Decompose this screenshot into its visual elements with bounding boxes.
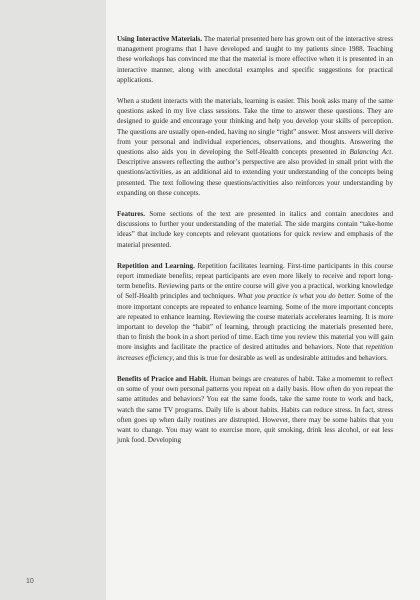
paragraph-benefits-of-practice [117,374,393,445]
paragraph-heading: Repetition and Learning. [117,261,195,270]
paragraph-text: . Descriptive answers reflecting the author’s perspective are also provided in small print with the questions/activities, as an additional aid to extending your understanding of the concepts being presented. The text following these questions/activities also reinforces your understanding by expanding on these concepts. [117,148,393,197]
emphasis-text: What you practice is what you do better. [237,292,356,301]
paragraph-text: When a student interacts with the materials, learning is easier. This book asks many of the same questions asked in my live class sessions. Take the time to answer these questions. They are designed to guide and encourage your thinking and help you develop your skills of perception. The questions are usually open-ended, having no single “right” answer. Most answers will derive from your personal and individual experiences, observations, and thoughts. Answering the questions also aids you in developing the Self-Health concepts presented in [117,97,393,157]
paragraph-text: Some sections of the text are presented in italics and contain anecdotes and discussions to further your understanding of the material. The side margins contain “take-home ideas” that include key concepts and relevant quotations for quick review and emphasis of the material presented. [117,210,393,249]
paragraph-text: The material presented here has grown out of the interactive stress management programs that I have developed and taught to my patients since 1988. Teaching these workshops has convinced me that the material is more effective when it is presented in an interactive manner, along with anecdotal examples and specific suggestions for practical applications. [117,35,393,84]
paragraph-heading: Features. [117,210,146,219]
paragraph-interaction [117,96,393,198]
body-text [117,34,393,456]
paragraph-text: , and this is true for desirable as well as undesirable attitudes and behaviors. [172,353,388,362]
paragraph-heading: Benefits of Pracice and Habit. [117,374,208,383]
paragraph-text: Human beings are creatures of habit. Take a momemnt to reflect on some of your own personal patterns you repeat on a daily basis. How often do you repeat the same attitudes and behaviors? You eat the same foods, take the same route to work and back, watch the same TV programs. Daily life is about habits. Habits can reduce stress. In fact, stress often goes up when daily routines are distrupted. However, there may be some habits that you want to change. You may want to exercise more, quit smoking, drink less alcohol, or eat less junk food. Developing [117,374,393,445]
left-margin [0,0,106,600]
paragraph-repetition-and-learning [117,261,393,363]
emphasis-text: repetition increases efficiency [117,343,393,362]
book-title: Balancing Act [349,148,392,157]
paragraph-text: Repetition facilitates learning. First-time participants in this course report immediate benefits; repeat participants are even more likely to receive and report long-term benefits. Reviewing parts or the entire course will give you a practical, working knowledge of Self-Health principles and techniques. [117,261,393,301]
paragraph-text: Some of the more important concepts are repeated to enhance learning. Some of the more important concepts are repeated to enhance learning. Reviewing the course materials accelerates learning. It is more important to develop the “habit” of learning, through practicing the materials presented here, than to finish the book in a short period of time. Each time you review this material you will gain more insights and facilitate the practice of desired attitudes and behaviors. Note that [117,292,393,352]
paragraph-using-interactive-materials [117,34,393,85]
paragraph-features [117,209,393,250]
page-number: 10 [26,578,34,585]
paragraph-heading: Using Interactive Materials. [117,35,203,43]
